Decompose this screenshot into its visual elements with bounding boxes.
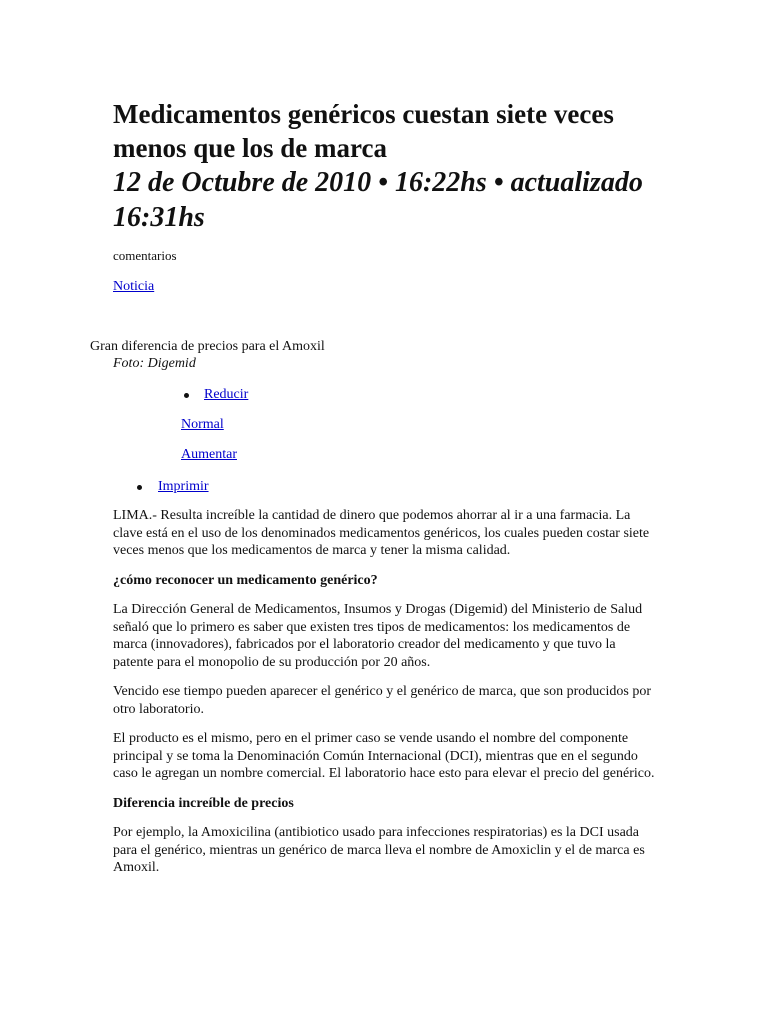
text-size-reducir-link[interactable]: Reducir [204, 387, 249, 402]
text-size-aumentar-link[interactable]: Aumentar [181, 447, 237, 462]
photo-caption: Gran diferencia de precios para el Amoxil [90, 339, 325, 354]
body-paragraph: LIMA.- Resulta increíble la cantidad de dinero que podemos ahorrar al ir a una farmacia. La clave está en el uso de los denominados medicamentos genéricos, los cuales pueden costar siete veces menos que los medicamentos de marca y tener la misma calidad. [113, 508, 650, 558]
photo-credit: Foto: Digemid [113, 356, 196, 371]
text-size-normal-link[interactable]: Normal [181, 417, 224, 432]
body-paragraph: La Dirección General de Medicamentos, Insumos y Drogas (Digemid) del Ministerio de Salud señaló que lo primero es saber que existen tres tipos de medicamentos: los medicamentos de marca (innovadores), fabricados por el laboratorio creador del medicamento y que tuvo la patente para el monopolio de su producción por 20 años. [113, 602, 643, 670]
body-paragraph: Vencido ese tiempo pueden aparecer el genérico y el genérico de marca, que son producidos por otro laboratorio. [113, 684, 651, 717]
body-paragraph: Por ejemplo, la Amoxicilina (antibiotico usado para infecciones respiratorias) es la DCI usada para el genérico, mientras un genérico de marca lleva el nombre de Amoxiclin y el de marca es Amoxil. [113, 825, 645, 875]
article-body [113, 507, 658, 889]
article-title: Medicamentos genéricos cuestan siete veces menos que los de marca [113, 99, 614, 163]
bullet-icon [184, 393, 189, 398]
body-subheading: Diferencia increíble de precios [113, 795, 294, 811]
print-link[interactable]: Imprimir [158, 479, 209, 494]
bullet-icon [137, 485, 142, 490]
article-date: 12 de Octubre de 2010 • 16:22hs • actualizado 16:31hs [113, 167, 643, 233]
body-paragraph: El producto es el mismo, pero en el primer caso se vende usando el nombre del componente principal y se toma la Denominación Común Internacional (DCI), mientras que en el segundo caso le agregan un nombre comercial. El laboratorio hace esto para elevar el precio del genérico. [113, 731, 655, 781]
body-subheading: ¿cómo reconocer un medicamento genérico? [113, 572, 378, 588]
section-link-noticia[interactable]: Noticia [113, 279, 155, 294]
comments-label: comentarios [113, 248, 177, 263]
article-headline [113, 97, 673, 235]
